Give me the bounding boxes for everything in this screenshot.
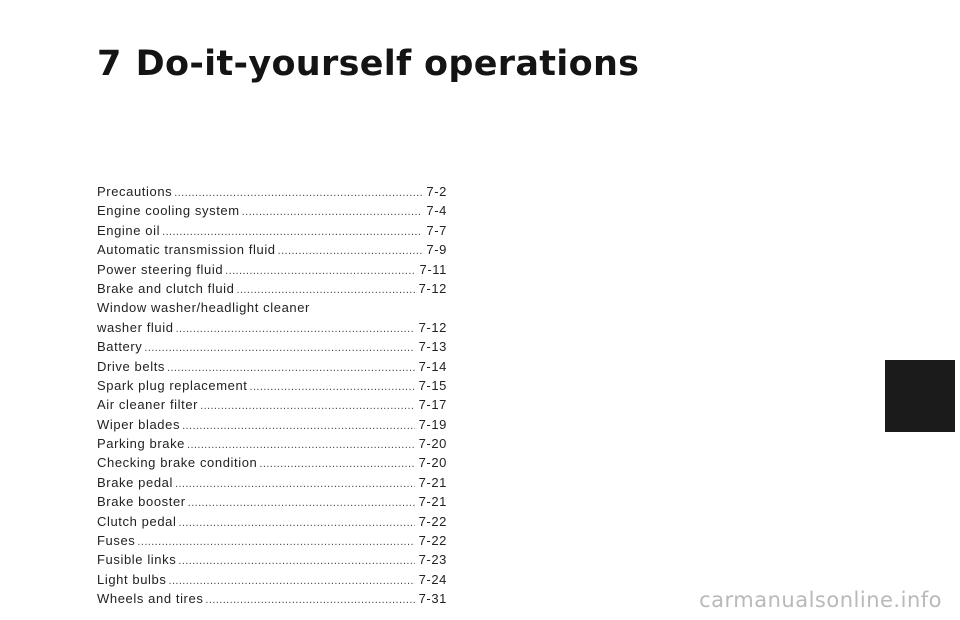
- toc-entry-page: 7-31: [418, 591, 447, 607]
- toc-dot-leader: [144, 342, 414, 354]
- toc-dot-leader: [278, 245, 423, 257]
- toc-entry[interactable]: [97, 359, 447, 378]
- toc-entry-label: Brake pedal: [97, 474, 173, 490]
- toc-entry-page: 7-9: [426, 242, 447, 258]
- toc-entry-page: 7-21: [418, 474, 447, 490]
- toc-entry[interactable]: [97, 455, 447, 474]
- toc-entry-label: Automatic transmission fluid: [97, 242, 276, 258]
- toc-entry-page: 7-2: [426, 184, 447, 199]
- toc-entry-page: 7-21: [418, 494, 447, 510]
- toc-entry-page: 7-22: [418, 513, 447, 529]
- toc-entry-label: washer fluid: [97, 319, 174, 335]
- toc-entry-continued[interactable]: [97, 300, 447, 319]
- toc-entry-label: Clutch pedal: [97, 513, 177, 529]
- toc-entry[interactable]: [97, 184, 447, 203]
- toc-entry-page: 7-20: [418, 455, 447, 471]
- toc-dot-leader: [137, 536, 414, 548]
- toc-entry-label: Power steering fluid: [97, 261, 224, 277]
- toc-entry[interactable]: [97, 417, 447, 436]
- toc-dot-leader: [176, 323, 415, 335]
- toc-entry[interactable]: [97, 339, 447, 358]
- toc-entry-label: Light bulbs: [97, 571, 167, 587]
- toc-dot-leader: [187, 439, 415, 451]
- toc-entry-label: Window washer/headlight cleaner: [97, 300, 310, 316]
- toc-entry-label: Spark plug replacement: [97, 377, 248, 393]
- toc-entry[interactable]: [97, 281, 447, 300]
- toc-dot-leader: [250, 381, 415, 393]
- toc-dot-leader: [178, 517, 414, 529]
- toc-dot-leader: [188, 497, 415, 509]
- toc-entry-page: 7-22: [418, 533, 447, 549]
- toc-entry[interactable]: [97, 203, 447, 222]
- toc-entry-page: 7-23: [418, 552, 447, 568]
- toc-entry[interactable]: [97, 242, 447, 261]
- toc-entry-label: Fuses: [97, 533, 136, 549]
- toc-dot-leader: [174, 187, 422, 199]
- toc-entry[interactable]: [97, 552, 447, 571]
- toc-entry[interactable]: [97, 378, 447, 397]
- toc-entry[interactable]: [97, 320, 447, 339]
- chapter-title-text: Do-it-yourself operations: [135, 44, 640, 84]
- toc-entry[interactable]: [97, 397, 447, 416]
- toc-dot-leader: [175, 478, 415, 490]
- toc-entry[interactable]: [97, 514, 447, 533]
- toc-entry-label: Checking brake condition: [97, 455, 258, 471]
- toc-entry-page: 7-7: [426, 222, 447, 238]
- chapter-number: 7: [97, 44, 122, 84]
- toc-entry[interactable]: [97, 533, 447, 552]
- chapter-title: [97, 40, 639, 88]
- toc-entry-page: 7-12: [418, 280, 447, 296]
- toc-dot-leader: [162, 226, 422, 238]
- toc-dot-leader: [242, 206, 423, 218]
- toc-entry-page: 7-15: [418, 377, 447, 393]
- toc-entry-label: Battery: [97, 339, 143, 355]
- toc-dot-leader: [237, 284, 415, 296]
- toc-entry-page: 7-13: [418, 339, 447, 355]
- toc-entry-page: 7-11: [419, 261, 447, 277]
- toc-entry-page: 7-4: [426, 203, 447, 219]
- toc-entry[interactable]: [97, 475, 447, 494]
- watermark-text: carmanualsonline.info: [699, 588, 942, 612]
- toc-entry-label: Precautions: [97, 184, 173, 199]
- chapter-thumb-tab: [885, 360, 955, 432]
- toc-dot-leader: [200, 400, 414, 412]
- table-of-contents: [97, 184, 447, 611]
- toc-entry[interactable]: [97, 223, 447, 242]
- toc-entry-page: 7-20: [418, 436, 447, 452]
- toc-entry[interactable]: [97, 262, 447, 281]
- toc-entry-label: Engine cooling system: [97, 203, 240, 219]
- toc-entry[interactable]: [97, 494, 447, 513]
- toc-entry-label: Engine oil: [97, 222, 161, 238]
- toc-dot-leader: [182, 420, 415, 432]
- toc-entry-label: Wheels and tires: [97, 591, 204, 607]
- toc-entry-page: 7-17: [418, 397, 447, 413]
- toc-dot-leader: [168, 575, 414, 587]
- toc-entry-page: 7-19: [418, 416, 447, 432]
- toc-entry-page: 7-24: [418, 571, 447, 587]
- toc-dot-leader: [225, 265, 415, 277]
- toc-entry-label: Parking brake: [97, 436, 186, 452]
- toc-entry-label: Brake and clutch fluid: [97, 280, 235, 296]
- toc-entry-page: 7-12: [418, 319, 447, 335]
- toc-entry-page: 7-14: [418, 358, 447, 374]
- toc-entry-label: Air cleaner filter: [97, 397, 199, 413]
- toc-entry-label: Fusible links: [97, 552, 177, 568]
- toc-dot-leader: [259, 458, 414, 470]
- toc-dot-leader: [205, 594, 414, 606]
- toc-entry[interactable]: [97, 572, 447, 591]
- toc-dot-leader: [167, 362, 415, 374]
- toc-entry-label: Wiper blades: [97, 416, 181, 432]
- toc-dot-leader: [178, 555, 414, 567]
- toc-entry-label: Brake booster: [97, 494, 186, 510]
- toc-entry-label: Drive belts: [97, 358, 166, 374]
- toc-entry[interactable]: [97, 591, 447, 610]
- toc-entry[interactable]: [97, 436, 447, 455]
